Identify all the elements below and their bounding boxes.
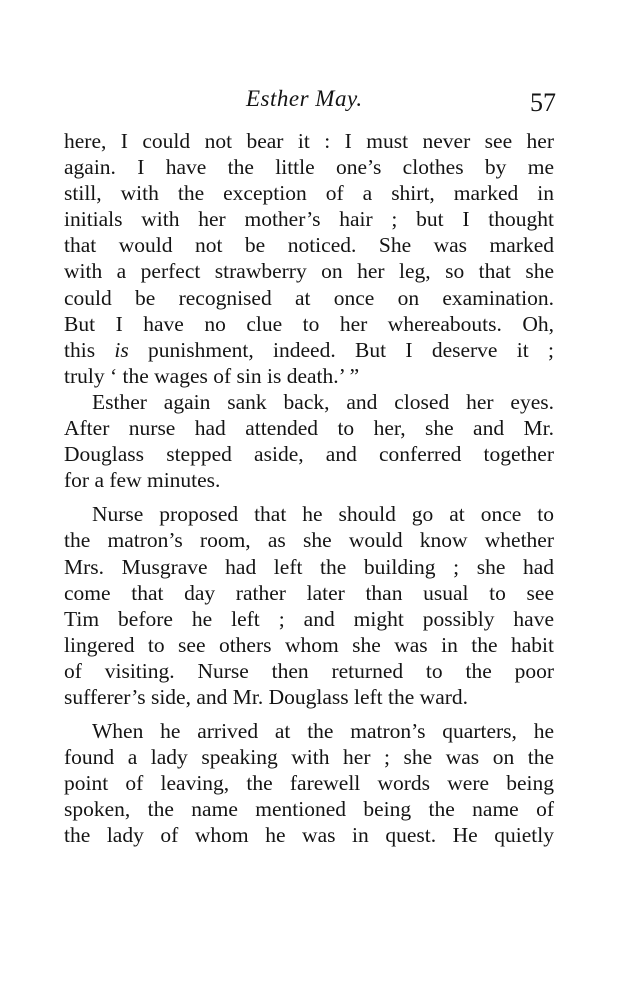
- text-line: initials with her mother’s hair ; but I thought: [64, 207, 554, 232]
- paragraph-4: [64, 718, 554, 848]
- text-line: spoken, the name mentioned being the name of: [64, 797, 554, 822]
- running-title: Esther May.: [246, 86, 363, 111]
- paragraph-3: [64, 501, 554, 710]
- text-line: for a few minutes.: [64, 468, 221, 493]
- text-line: found a lady speaking with her ; she was on the: [64, 745, 554, 770]
- text-line: Esther again sank back, and closed her eyes.: [92, 389, 554, 414]
- text-line: Mrs. Musgrave had left the building ; she had: [64, 554, 554, 579]
- text-line: the lady of whom he was in quest. He quietly: [64, 823, 554, 848]
- emphasized-word: is: [114, 337, 129, 362]
- text-line: could be recognised at once on examination.: [64, 285, 554, 310]
- paragraph-2: [64, 389, 554, 493]
- text-line: Tim before he left ; and might possibly have: [64, 606, 554, 631]
- text-line: again. I have the little one’s clothes by me: [64, 155, 554, 180]
- page-number: 57: [530, 88, 556, 117]
- text-line: lingered to see others whom she was in the habit: [64, 632, 554, 657]
- text-line: Douglass stepped aside, and conferred together: [64, 442, 554, 467]
- text-line: that would not be noticed. She was marked: [64, 233, 554, 258]
- text-line: with a perfect strawberry on her leg, so that she: [64, 259, 554, 284]
- text-line: But I have no clue to her whereabouts. Oh,: [64, 311, 554, 336]
- text-fragment: this: [64, 337, 115, 362]
- text-line: come that day rather later than usual to see: [64, 580, 554, 605]
- text-line: point of leaving, the farewell words were being: [64, 771, 554, 796]
- text-line: sufferer’s side, and Mr. Douglass left the ward.: [64, 684, 469, 709]
- text-line: When he arrived at the matron’s quarters, he: [92, 719, 554, 744]
- text-line: Nurse proposed that he should go at once to: [92, 502, 554, 527]
- paragraph-1: [64, 128, 554, 389]
- text-line-with-emphasis: [64, 337, 554, 363]
- text-line: of visiting. Nurse then returned to the poor: [64, 658, 554, 683]
- text-line: here, I could not bear it : I must never see her: [64, 129, 554, 153]
- body-text: [64, 128, 554, 849]
- text-line: truly ‘ the wages of sin is death.’ ”: [64, 363, 360, 388]
- text-line: the matron’s room, as she would know whether: [64, 528, 554, 553]
- text-fragment: punishment, indeed. But I deserve it ;: [128, 337, 554, 362]
- text-line: still, with the exception of a shirt, marked in: [64, 181, 554, 206]
- running-head: [0, 86, 633, 122]
- text-line: After nurse had attended to her, she and Mr.: [64, 416, 554, 441]
